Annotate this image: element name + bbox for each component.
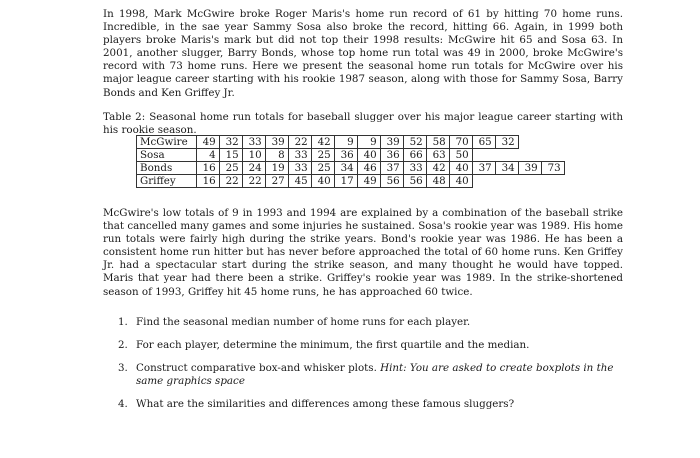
home-run-cell [495,149,518,162]
home-run-cell: 22 [219,175,242,188]
home-run-cell: 56 [380,175,403,188]
home-run-cell [541,149,564,162]
home-run-cell: 25 [311,162,334,175]
home-run-cell: 34 [334,162,357,175]
home-run-cell: 33 [403,162,426,175]
question-number: 3. [118,362,128,375]
question-text: For each player, determine the minimum, the first quartile and the median. [136,339,530,352]
home-run-cell: 49 [196,136,219,149]
home-run-cell: 4 [196,149,219,162]
home-run-cell: 32 [219,136,242,149]
home-run-cell: 46 [357,162,380,175]
question-number: 1. [118,316,128,328]
home-run-cell: 37 [380,162,403,175]
home-run-cell: 33 [288,162,311,175]
home-run-cell: 9 [357,136,380,149]
question-list [118,316,623,421]
home-run-cell: 19 [265,162,288,175]
home-run-cell: 39 [380,136,403,149]
table-row [137,149,588,162]
home-run-cell [518,149,541,162]
question-number: 2. [118,339,128,352]
home-run-table [136,135,588,188]
home-run-cell: 9 [334,136,357,149]
home-run-cell: 17 [334,175,357,188]
home-run-cell: 8 [265,149,288,162]
home-run-cell: 33 [288,149,311,162]
home-run-cell: 63 [426,149,449,162]
question-item [118,316,623,329]
home-run-cell [564,175,587,188]
home-run-cell: 25 [219,162,242,175]
home-run-cell: 70 [449,136,472,149]
home-run-cell: 25 [311,149,334,162]
home-run-cell [472,175,495,188]
home-run-cell [518,175,541,188]
question-hint: Hint: You are asked to create boxplots in the same graphics space [136,362,614,388]
home-run-cell: 36 [380,149,403,162]
home-run-cell [518,136,541,149]
home-run-cell: 37 [472,162,495,175]
home-run-cell: 56 [403,175,426,188]
home-run-cell [541,175,564,188]
home-run-cell: 48 [426,175,449,188]
home-run-cell: 22 [242,175,265,188]
home-run-cell: 66 [403,149,426,162]
table-row [137,175,588,188]
intro-paragraph: In 1998, Mark McGwire broke Roger Maris's home run record of 61 by hitting 70 home runs. Incredible, in the sae year Sammy Sosa also broke the record, hitting 66. Again, in 1999 both players broke Maris's mark but did not top their 1998 results: McGwire hit 65 and Sosa 63. In 2001, another slugger, Barry Bonds, whose top home run total was 49 in 2000, broke McGwire's record with 73 home runs. Here we present the seasonal home run totals for McGwire over his major league career starting with his rookie 1987 season, along with those for Sammy Sosa, Barry Bonds and Ken Griffey Jr. [103,8,623,99]
home-run-cell [564,149,587,162]
home-run-cell: 45 [288,175,311,188]
home-run-cell: 40 [357,149,380,162]
home-run-cell: 40 [311,175,334,188]
home-run-cell: 42 [311,136,334,149]
home-run-cell: 40 [449,175,472,188]
question-item [118,362,623,388]
home-run-cell: 22 [288,136,311,149]
home-run-cell: 58 [426,136,449,149]
home-run-cell: 49 [357,175,380,188]
home-run-cell: 27 [265,175,288,188]
home-run-cell [564,162,587,175]
table-row [137,162,588,175]
question-number: 4. [118,398,128,411]
player-name-cell: McGwire [137,136,197,149]
question-text: Find the seasonal median number of home runs for each player. [136,316,471,328]
home-run-cell [472,149,495,162]
home-run-cell: 52 [403,136,426,149]
home-run-cell: 32 [495,136,518,149]
table-row [137,136,588,149]
home-run-cell: 73 [541,162,564,175]
home-run-cell [541,136,564,149]
home-run-cell: 50 [449,149,472,162]
player-name-cell: Sosa [137,149,197,162]
home-run-cell: 24 [242,162,265,175]
question-item [118,339,623,352]
home-run-cell: 10 [242,149,265,162]
home-run-cell: 40 [449,162,472,175]
home-run-cell [495,175,518,188]
home-run-cell: 39 [265,136,288,149]
question-item [118,398,623,411]
question-text: What are the similarities and differences among these famous sluggers? [136,398,515,411]
home-run-cell: 65 [472,136,495,149]
home-run-cell: 15 [219,149,242,162]
home-run-cell [564,136,587,149]
explanation-paragraph: McGwire's low totals of 9 in 1993 and 1994 are explained by a combination of the baseball strike that cancelled many games and some injuries he sustained. Sosa's rookie year was 1989. His home run totals were fairly high during the strike years. Bond's rookie year was 1986. He has been a consistent home run hitter but has never before approached the total of 60 home runs. Ken Griffey Jr. had a spectacular start during the strike season, and many thought he would have topped. Maris that year had there been a strike. Griffey's rookie year was 1989. In the strike-shortened season of 1993, Griffey hit 45 home runs, he has approached 60 twice. [103,207,623,298]
table-caption: Table 2: Seasonal home run totals for baseball slugger over his major league career starting with his rookie season. [103,111,623,137]
home-run-cell: 33 [242,136,265,149]
home-run-cell: 39 [518,162,541,175]
home-run-cell: 34 [495,162,518,175]
home-run-cell: 36 [334,149,357,162]
home-run-cell: 42 [426,162,449,175]
question-text: Construct comparative box-and whisker plots. [136,362,381,375]
player-name-cell: Griffey [137,175,197,188]
home-run-cell: 16 [196,175,219,188]
home-run-cell: 16 [196,162,219,175]
player-name-cell: Bonds [137,162,197,175]
